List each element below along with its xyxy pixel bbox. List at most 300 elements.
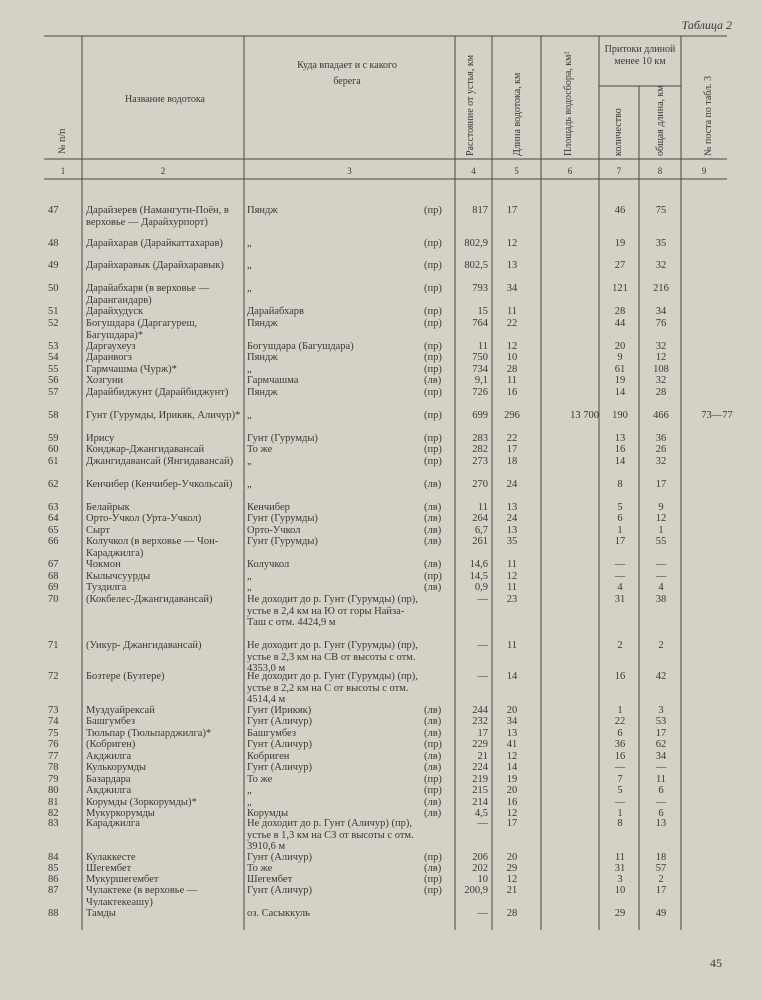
header-trib-count: количество bbox=[613, 108, 624, 156]
col-number-4: 4 bbox=[471, 166, 476, 176]
river-length: 22 bbox=[506, 318, 518, 329]
bank-side: (лв) bbox=[424, 582, 442, 593]
distance-from-mouth: 11 bbox=[477, 341, 488, 352]
flows-into: Гунт (Ирикяк) bbox=[247, 705, 312, 716]
river-length: 17 bbox=[506, 818, 518, 829]
distance-from-mouth: — bbox=[477, 908, 488, 919]
flows-into: Орто-Учкол bbox=[247, 525, 301, 536]
flows-into: Шегембет bbox=[247, 874, 293, 885]
distance-from-mouth: 215 bbox=[472, 785, 488, 796]
tributary-length: 11 bbox=[655, 774, 667, 785]
flows-into: Не доходит до р. Гунт (Аличур) (пр), устье в 1,3 км на СЗ от высоты с отм. 3910,6 м bbox=[247, 818, 414, 852]
table-caption: Таблица 2 bbox=[681, 18, 732, 32]
tributary-count: 121 bbox=[612, 283, 628, 294]
tributary-length: 35 bbox=[655, 238, 667, 249]
tributary-length: 32 bbox=[655, 260, 667, 271]
tributary-length: 55 bbox=[655, 536, 667, 547]
tributary-length: 17 bbox=[655, 479, 667, 490]
distance-from-mouth: 9,1 bbox=[474, 375, 488, 386]
bank-side: (лв) bbox=[424, 559, 442, 570]
header-dist: Расстояние от устья, км bbox=[465, 54, 476, 156]
distance-from-mouth: — bbox=[477, 594, 488, 605]
header-trib-total: общая длина, км bbox=[655, 85, 666, 156]
distance-from-mouth: — bbox=[477, 671, 488, 682]
bank-side: (лв) bbox=[424, 375, 442, 386]
row-number: 55 bbox=[48, 364, 59, 375]
river-length: 35 bbox=[506, 536, 518, 547]
river-length: 296 bbox=[504, 410, 520, 421]
tributary-count: 8 bbox=[617, 818, 623, 829]
river-length: 13 bbox=[506, 728, 518, 739]
tributary-length: 42 bbox=[655, 671, 667, 682]
distance-from-mouth: 14,5 bbox=[469, 571, 488, 582]
distance-from-mouth: 273 bbox=[472, 456, 488, 467]
row-number: 60 bbox=[48, 444, 59, 455]
flows-into: Пяндж bbox=[247, 318, 278, 329]
river-length: 12 bbox=[506, 238, 518, 249]
river-name: Орто-Учкол (Урта-Учкол) bbox=[86, 513, 202, 524]
row-number: 81 bbox=[48, 797, 59, 808]
tributary-count: 9 bbox=[617, 352, 623, 363]
row-number: 74 bbox=[48, 716, 59, 727]
tributary-length: 76 bbox=[655, 318, 667, 329]
post-number: 73—77 bbox=[701, 410, 733, 421]
tributary-count: 31 bbox=[614, 863, 626, 874]
distance-from-mouth: 244 bbox=[472, 705, 488, 716]
tributary-count: 31 bbox=[614, 594, 626, 605]
river-length: 12 bbox=[506, 571, 518, 582]
river-length: 12 bbox=[506, 341, 518, 352]
bank-side: (пр) bbox=[424, 433, 442, 444]
bank-side: (пр) bbox=[424, 410, 442, 421]
distance-from-mouth: 232 bbox=[472, 716, 488, 727]
bank-side: (пр) bbox=[424, 739, 442, 750]
row-number: 83 bbox=[48, 818, 59, 829]
header-num: № п/п bbox=[57, 128, 68, 154]
river-name: Базардара bbox=[86, 774, 131, 785]
river-length: 41 bbox=[506, 739, 518, 750]
river-length: 34 bbox=[506, 283, 518, 294]
tributary-count: 1 bbox=[617, 705, 623, 716]
tributary-count: 20 bbox=[614, 341, 626, 352]
tributary-length: 28 bbox=[655, 387, 667, 398]
tributary-count: 14 bbox=[614, 456, 626, 467]
row-number: 48 bbox=[48, 238, 59, 249]
flows-into: Пяндж bbox=[247, 387, 278, 398]
tributary-count: 1 bbox=[617, 525, 623, 536]
row-number: 58 bbox=[48, 410, 59, 421]
distance-from-mouth: 261 bbox=[472, 536, 488, 547]
river-name: Сырт bbox=[86, 525, 110, 536]
distance-from-mouth: 4,5 bbox=[474, 808, 488, 819]
flows-into: То же bbox=[247, 444, 273, 455]
river-name: Хозгуни bbox=[86, 375, 124, 386]
tributary-length: 32 bbox=[655, 341, 667, 352]
distance-from-mouth: 699 bbox=[472, 410, 488, 421]
header-into: Куда впадает и с какого берега bbox=[297, 60, 397, 87]
bank-side: (пр) bbox=[424, 874, 442, 885]
river-length: 11 bbox=[506, 582, 518, 593]
row-number: 56 bbox=[48, 375, 59, 386]
river-name: (Уикур- Джангидавансай) bbox=[86, 640, 202, 651]
flows-into: „ bbox=[247, 797, 252, 808]
tributary-count: 16 bbox=[614, 671, 626, 682]
flows-into: Не доходит до р. Гунт (Гурумды) (пр), устье в 2,3 км на СВ от высоты с отм. 4353,0 м bbox=[247, 640, 418, 674]
river-length: 16 bbox=[506, 797, 518, 808]
distance-from-mouth: 817 bbox=[472, 205, 488, 216]
tributary-length: 32 bbox=[655, 375, 667, 386]
bank-side: (пр) bbox=[424, 283, 442, 294]
tributary-length: 36 bbox=[655, 433, 667, 444]
tributary-length: 32 bbox=[655, 456, 667, 467]
river-name: Акджилга bbox=[86, 785, 132, 796]
bank-side: (лв) bbox=[424, 751, 442, 762]
river-name: Дарайхудуск bbox=[86, 306, 144, 317]
river-length: 11 bbox=[506, 559, 518, 570]
bank-side: (пр) bbox=[424, 341, 442, 352]
flows-into: „ bbox=[247, 479, 252, 490]
bank-side: (лв) bbox=[424, 536, 442, 547]
tributary-count: 46 bbox=[614, 205, 626, 216]
river-length: 11 bbox=[506, 306, 518, 317]
tributary-count: 36 bbox=[614, 739, 626, 750]
river-name: Бозтере (Бузтере) bbox=[86, 671, 165, 682]
tributary-length: 466 bbox=[653, 410, 669, 421]
river-length: 19 bbox=[506, 774, 518, 785]
bank-side: (пр) bbox=[424, 306, 442, 317]
flows-into: Не доходит до р. Гунт (Гурумды) (пр), устье в 2,4 км на Ю от горы Найза-Таш с отм. 4424,9 м bbox=[247, 594, 418, 628]
tributary-count: 5 bbox=[617, 502, 623, 513]
distance-from-mouth: 219 bbox=[472, 774, 488, 785]
tributary-length: 75 bbox=[655, 205, 667, 216]
river-name: Чулактеке (в верховье — Чулактекеашу) bbox=[86, 885, 198, 908]
col-number-3: 3 bbox=[347, 166, 352, 176]
river-length: 16 bbox=[506, 387, 518, 398]
distance-from-mouth: 802,9 bbox=[464, 238, 488, 249]
flows-into: „ bbox=[247, 785, 252, 796]
flows-into: Кобриген bbox=[247, 751, 290, 762]
header-post: № поста по табл. 3 bbox=[703, 75, 714, 156]
tributary-length: 6 bbox=[658, 808, 664, 819]
row-number: 54 bbox=[48, 352, 59, 363]
river-name: Корумды (Зоркорумды)* bbox=[86, 797, 197, 808]
river-length: 12 bbox=[506, 751, 518, 762]
distance-from-mouth: — bbox=[477, 640, 488, 651]
bank-side: (пр) bbox=[424, 205, 442, 216]
bank-side: (пр) bbox=[424, 238, 442, 249]
row-number: 49 bbox=[48, 260, 59, 271]
tributary-count: 16 bbox=[614, 751, 626, 762]
river-length: 10 bbox=[506, 352, 518, 363]
bank-side: (пр) bbox=[424, 852, 442, 863]
river-name: Кулькорумды bbox=[86, 762, 147, 773]
river-length: 20 bbox=[506, 705, 518, 716]
river-name: Дарайхарав (Дарайкаттахарав) bbox=[86, 238, 223, 249]
tributary-count: 190 bbox=[612, 410, 628, 421]
distance-from-mouth: 14,6 bbox=[469, 559, 488, 570]
tributary-length: 18 bbox=[655, 852, 667, 863]
tributary-count: — bbox=[614, 571, 626, 582]
river-length: 24 bbox=[506, 513, 518, 524]
tributary-length: 34 bbox=[655, 751, 667, 762]
row-number: 71 bbox=[48, 640, 59, 651]
tributary-count: 5 bbox=[617, 785, 623, 796]
tributary-length: 108 bbox=[653, 364, 669, 375]
tributary-count: 7 bbox=[617, 774, 623, 785]
river-length: 11 bbox=[506, 375, 518, 386]
distance-from-mouth: 793 bbox=[472, 283, 488, 294]
flows-into: „ bbox=[247, 571, 252, 582]
river-length: 11 bbox=[506, 640, 518, 651]
tributary-count: 6 bbox=[617, 513, 623, 524]
flows-into: оз. Сасыккуль bbox=[247, 908, 310, 919]
flows-into: „ bbox=[247, 260, 252, 271]
flows-into: Пяндж bbox=[247, 352, 278, 363]
river-name: Дарайхаравык (Дарайхаравык) bbox=[86, 260, 224, 271]
flows-into: Гунт (Аличур) bbox=[247, 852, 312, 863]
row-number: 70 bbox=[48, 594, 59, 605]
river-name: Кулаккесте bbox=[86, 852, 136, 863]
row-number: 67 bbox=[48, 559, 59, 570]
river-length: 13 bbox=[506, 502, 518, 513]
row-number: 73 bbox=[48, 705, 59, 716]
bank-side: (пр) bbox=[424, 444, 442, 455]
col-number-1: 1 bbox=[60, 166, 66, 176]
distance-from-mouth: 282 bbox=[472, 444, 488, 455]
row-number: 65 bbox=[48, 525, 59, 536]
river-name: Шегембет bbox=[86, 863, 132, 874]
header-len: Длина водотока, км bbox=[512, 72, 523, 156]
tributary-length: 34 bbox=[655, 306, 667, 317]
river-length: 12 bbox=[506, 874, 518, 885]
tributary-length: 2 bbox=[658, 874, 664, 885]
river-length: 22 bbox=[506, 433, 518, 444]
river-length: 23 bbox=[506, 594, 518, 605]
row-number: 69 bbox=[48, 582, 59, 593]
river-name: Гармчашма (Чурж)* bbox=[86, 364, 177, 375]
tributary-length: 2 bbox=[658, 640, 664, 651]
river-length: 21 bbox=[506, 885, 518, 896]
bank-side: (пр) bbox=[424, 352, 442, 363]
river-name: Дарайабхарв (в верховье — Дарангандарв) bbox=[86, 283, 210, 306]
river-name: Даргаухеуз bbox=[86, 341, 136, 352]
tributary-length: 1 bbox=[658, 525, 664, 536]
river-name: Караджилга bbox=[86, 818, 140, 829]
tributary-length: 12 bbox=[655, 352, 667, 363]
river-name: Акджилга bbox=[86, 751, 132, 762]
distance-from-mouth: 764 bbox=[472, 318, 488, 329]
row-number: 87 bbox=[48, 885, 59, 896]
river-name: Даранвогз bbox=[86, 352, 132, 363]
river-name: Дарайбиджунт (Дарайбиджунт) bbox=[86, 387, 229, 398]
tributary-length: 216 bbox=[653, 283, 669, 294]
row-number: 78 bbox=[48, 762, 59, 773]
col-number-9: 9 bbox=[701, 166, 707, 176]
row-number: 52 bbox=[48, 318, 59, 329]
tributary-count: 44 bbox=[614, 318, 626, 329]
river-length: 17 bbox=[506, 444, 518, 455]
tributary-count: 61 bbox=[614, 364, 626, 375]
distance-from-mouth: 229 bbox=[472, 739, 488, 750]
river-name: (Кокбелес-Джангидавансай) bbox=[86, 594, 213, 605]
bank-side: (лв) bbox=[424, 728, 442, 739]
flows-into: Гунт (Аличур) bbox=[247, 762, 312, 773]
tributary-count: — bbox=[614, 762, 626, 773]
bank-side: (пр) bbox=[424, 571, 442, 582]
tributary-count: 4 bbox=[617, 582, 623, 593]
bank-side: (лв) bbox=[424, 525, 442, 536]
tributary-length: — bbox=[655, 571, 667, 582]
bank-side: (лв) bbox=[424, 808, 442, 819]
tributary-count: 6 bbox=[617, 728, 623, 739]
col-number-2: 2 bbox=[160, 166, 166, 176]
row-number: 62 bbox=[48, 479, 59, 490]
flows-into: Гармчашма bbox=[247, 375, 299, 386]
tributary-count: 10 bbox=[614, 885, 626, 896]
bank-side: (пр) bbox=[424, 785, 442, 796]
header-area: Площадь водосбора, км² bbox=[563, 51, 574, 156]
river-name: Чокмон bbox=[86, 559, 121, 570]
tributary-count: 1 bbox=[617, 808, 623, 819]
row-number: 84 bbox=[48, 852, 59, 863]
row-number: 79 bbox=[48, 774, 59, 785]
bank-side: (лв) bbox=[424, 863, 442, 874]
tributary-count: 19 bbox=[614, 375, 626, 386]
col-number-7: 7 bbox=[616, 166, 622, 176]
river-length: 13 bbox=[506, 525, 518, 536]
river-name: Туздилга bbox=[86, 582, 127, 593]
tributary-count: 13 bbox=[614, 433, 626, 444]
tributary-length: 9 bbox=[658, 502, 664, 513]
flows-into: Гунт (Гурумды) bbox=[247, 536, 318, 547]
row-number: 85 bbox=[48, 863, 59, 874]
distance-from-mouth: 734 bbox=[472, 364, 488, 375]
bank-side: (пр) bbox=[424, 387, 442, 398]
tributary-count: 27 bbox=[614, 260, 626, 271]
flows-into: „ bbox=[247, 238, 252, 249]
tributary-count: 19 bbox=[614, 238, 626, 249]
tributary-count: 29 bbox=[614, 908, 626, 919]
row-number: 61 bbox=[48, 456, 59, 467]
tributary-length: 3 bbox=[658, 705, 664, 716]
tributary-length: 57 bbox=[655, 863, 667, 874]
river-name: Кылычсуурды bbox=[86, 571, 151, 582]
tributary-length: 12 bbox=[655, 513, 667, 524]
tributary-length: 26 bbox=[655, 444, 667, 455]
flows-into: „ bbox=[247, 456, 252, 467]
river-length: 12 bbox=[506, 808, 518, 819]
river-name: Муздуайрексай bbox=[86, 705, 155, 716]
row-number: 76 bbox=[48, 739, 59, 750]
tributary-length: 17 bbox=[655, 728, 667, 739]
col-number-6: 6 bbox=[567, 166, 573, 176]
tributary-count: 16 bbox=[614, 444, 626, 455]
distance-from-mouth: 11 bbox=[477, 502, 488, 513]
river-name: Колучкол (в верховье — Чон-Караджилга) bbox=[86, 536, 219, 559]
distance-from-mouth: 802,5 bbox=[464, 260, 488, 271]
row-number: 80 bbox=[48, 785, 59, 796]
row-number: 50 bbox=[48, 283, 59, 294]
distance-from-mouth: 0,9 bbox=[474, 582, 488, 593]
tributary-count: 2 bbox=[617, 640, 623, 651]
river-length: 29 bbox=[506, 863, 518, 874]
col-number-8: 8 bbox=[657, 166, 663, 176]
tributary-length: 6 bbox=[658, 785, 664, 796]
bank-side: (пр) bbox=[424, 318, 442, 329]
flows-into: То же bbox=[247, 774, 273, 785]
flows-into: Гунт (Гурумды) bbox=[247, 513, 318, 524]
river-name: Тамды bbox=[86, 908, 116, 919]
flows-into: Гунт (Аличур) bbox=[247, 885, 312, 896]
tributary-count: 17 bbox=[614, 536, 626, 547]
flows-into: Дарайабхарв bbox=[247, 306, 304, 317]
tributary-count: 14 bbox=[614, 387, 626, 398]
river-length: 14 bbox=[506, 762, 518, 773]
row-number: 82 bbox=[48, 808, 59, 819]
row-number: 72 bbox=[48, 671, 59, 682]
row-number: 77 bbox=[48, 751, 59, 762]
flows-into: „ bbox=[247, 582, 252, 593]
river-name: Богушдара (Даргагуреш, Багушдара)* bbox=[86, 318, 198, 341]
tributary-length: — bbox=[655, 559, 667, 570]
flows-into: Не доходит до р. Гунт (Гурумды) (пр), устье в 2,2 км на С от высоты с отм. 4514,4 м bbox=[247, 671, 418, 705]
row-number: 63 bbox=[48, 502, 59, 513]
distance-from-mouth: — bbox=[477, 818, 488, 829]
flows-into: То же bbox=[247, 863, 273, 874]
distance-from-mouth: 15 bbox=[477, 306, 488, 317]
tributary-count: 28 bbox=[614, 306, 626, 317]
tributary-count: — bbox=[614, 797, 626, 808]
tributary-length: 13 bbox=[655, 818, 667, 829]
bank-side: (лв) bbox=[424, 705, 442, 716]
river-name: Ирису bbox=[86, 433, 115, 444]
river-length: 17 bbox=[506, 205, 518, 216]
river-name: Кенчибер (Кенчибер-Учкольсай) bbox=[86, 479, 233, 490]
tributary-length: — bbox=[655, 797, 667, 808]
tributary-length: 4 bbox=[658, 582, 664, 593]
river-name: Мукуршегембет bbox=[86, 874, 159, 885]
tributary-length: 62 bbox=[655, 739, 667, 750]
bank-side: (пр) bbox=[424, 456, 442, 467]
river-length: 14 bbox=[506, 671, 518, 682]
tributary-count: 11 bbox=[614, 852, 626, 863]
flows-into: „ bbox=[247, 283, 252, 294]
flows-into: Гунт (Гурумды) bbox=[247, 433, 318, 444]
row-number: 57 bbox=[48, 387, 59, 398]
river-name: Башгумбез bbox=[86, 716, 135, 727]
tributary-length: 38 bbox=[655, 594, 667, 605]
river-length: 20 bbox=[506, 785, 518, 796]
flows-into: Башгумбез bbox=[247, 728, 296, 739]
bank-side: (лв) bbox=[424, 797, 442, 808]
row-number: 64 bbox=[48, 513, 59, 524]
row-number: 51 bbox=[48, 306, 59, 317]
distance-from-mouth: 17 bbox=[477, 728, 488, 739]
river-name: Гунт (Гурумды, Ирикяк, Аличур)* bbox=[86, 410, 241, 421]
flows-into: Гунт (Аличур) bbox=[247, 739, 312, 750]
distance-from-mouth: 726 bbox=[472, 387, 488, 398]
tributary-count: 3 bbox=[617, 874, 623, 885]
basin-area: 13 700 bbox=[570, 410, 599, 421]
river-length: 20 bbox=[506, 852, 518, 863]
distance-from-mouth: 750 bbox=[472, 352, 488, 363]
row-number: 75 bbox=[48, 728, 59, 739]
distance-from-mouth: 10 bbox=[477, 874, 488, 885]
col-number-5: 5 bbox=[514, 166, 519, 176]
tributary-length: 53 bbox=[655, 716, 667, 727]
row-number: 88 bbox=[48, 908, 59, 919]
distance-from-mouth: 206 bbox=[472, 852, 488, 863]
